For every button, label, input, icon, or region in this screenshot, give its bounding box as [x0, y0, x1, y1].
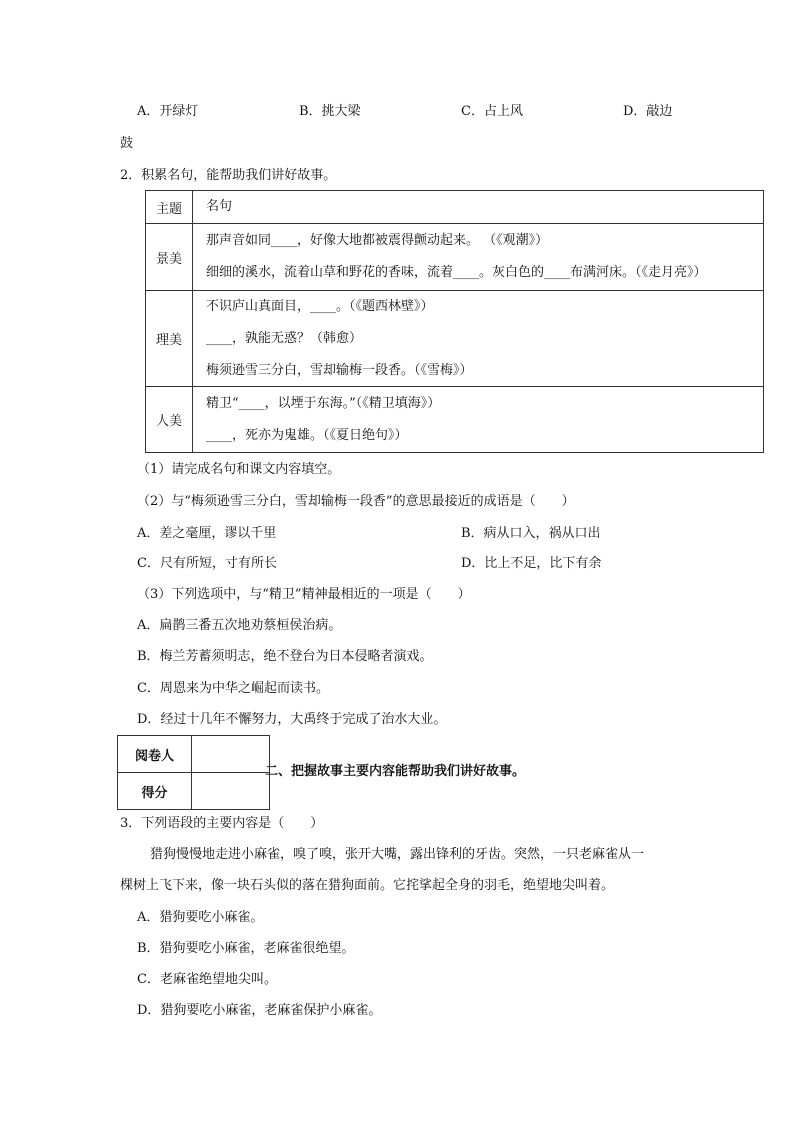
q2-sub3-option-b[interactable]: B．梅兰芳蓄须明志，绝不登台为日本侵略者演戏。 [137, 649, 433, 664]
q2-sub1: （1）请完成名句和课文内容填空。 [137, 462, 341, 477]
q1-option-a[interactable]: A．开绿灯 [137, 104, 199, 119]
row-theme: 景美 [146, 224, 193, 291]
q1-option-d[interactable]: D．敲边 [623, 104, 673, 119]
q1-option-b[interactable]: B．挑大梁 [299, 104, 361, 119]
q2-sub3-option-d[interactable]: D．经过十几年不懈努力，大禹终于完成了治水大业。 [137, 712, 447, 727]
q2-sub3-option-c[interactable]: C．周恩来为中华之崛起而读书。 [137, 681, 329, 696]
q3-option-d[interactable]: D．猎狗要吃小麻雀，老麻雀保护小麻雀。 [137, 1003, 382, 1018]
quotes-table [145, 190, 764, 453]
header-quote: 名句 [193, 191, 764, 224]
table-row [146, 291, 764, 387]
table-header-row [146, 191, 764, 224]
table-row [146, 224, 764, 291]
row-quotes [193, 387, 764, 453]
quote-line: 梅须逊雪三分白，雪却输梅一段香。（《雪梅》） [206, 362, 473, 378]
row-quotes [193, 224, 764, 291]
q3-passage-line2: 棵树上飞下来，像一块石头似的落在猎狗面前。它挓挲起全身的羽毛，绝望地尖叫着。 [120, 878, 615, 893]
quote-line: 细细的溪水，流着山草和野花的香味，流着____。灰白色的____布满河床。（《走月亮》） [206, 265, 707, 280]
q3-option-b[interactable]: B．猎狗要吃小麻雀，老麻雀很绝望。 [137, 941, 355, 956]
quote-line: ____，死亦为鬼雄。（《夏日绝句》） [206, 427, 408, 443]
q1-option-d-continuation: 鼓 [120, 136, 134, 151]
score-field[interactable] [192, 773, 270, 810]
q1-option-c[interactable]: C．占上风 [461, 104, 523, 119]
score-box [117, 735, 270, 810]
q2-sub3-option-a[interactable]: A．扁鹊三番五次地劝蔡桓侯治病。 [137, 618, 342, 633]
quote-line: 不识庐山真面目，____。（《题西林壁》） [206, 298, 434, 314]
table-row [146, 387, 764, 453]
grader-field[interactable] [192, 736, 270, 773]
q2-sub2-option-d[interactable]: D．比上不足，比下有余 [461, 556, 602, 571]
row-quotes [193, 291, 764, 387]
quote-line: 那声音如同____，好像大地都被震得颤动起来。 （《观潮》） [206, 233, 549, 248]
q2-sub2-option-b[interactable]: B．病从口入，祸从口出 [461, 526, 601, 541]
grader-label: 阅卷人 [118, 736, 192, 773]
q3-passage-line1: 猎狗慢慢地走进小麻雀，嗅了嗅，张开大嘴，露出锋利的牙齿。突然，一只老麻雀从一 [150, 847, 645, 862]
section2-title: 二、把握故事主要内容能帮助我们讲好故事。 [265, 764, 526, 779]
q3-option-a[interactable]: A．猎狗要吃小麻雀。 [137, 910, 264, 925]
row-theme: 理美 [146, 291, 193, 387]
quote-line: ____，孰能无惑？（韩愈） [206, 330, 363, 346]
row-theme: 人美 [146, 387, 193, 453]
q2-sub2-option-a[interactable]: A．差之毫厘，谬以千里 [137, 526, 277, 541]
q2-stem: 2．积累名句，能帮助我们讲好故事。 [120, 168, 337, 183]
q2-sub2: （2）与“梅须逊雪三分白，雪却输梅一段香”的意思最接近的成语是（ ） [137, 494, 575, 509]
q2-sub3: （3）下列选项中，与“精卫”精神最相近的一项是（ ） [137, 587, 471, 602]
q3-stem: 3．下列语段的主要内容是（ ） [120, 816, 324, 831]
q3-option-c[interactable]: C．老麻雀绝望地尖叫。 [137, 972, 277, 987]
quote-line: 精卫“____，以堙于东海。”（《精卫填海》） [206, 395, 441, 411]
header-theme: 主题 [146, 191, 193, 224]
score-label: 得分 [118, 773, 192, 810]
q2-sub2-option-c[interactable]: C．尺有所短，寸有所长 [137, 556, 277, 571]
